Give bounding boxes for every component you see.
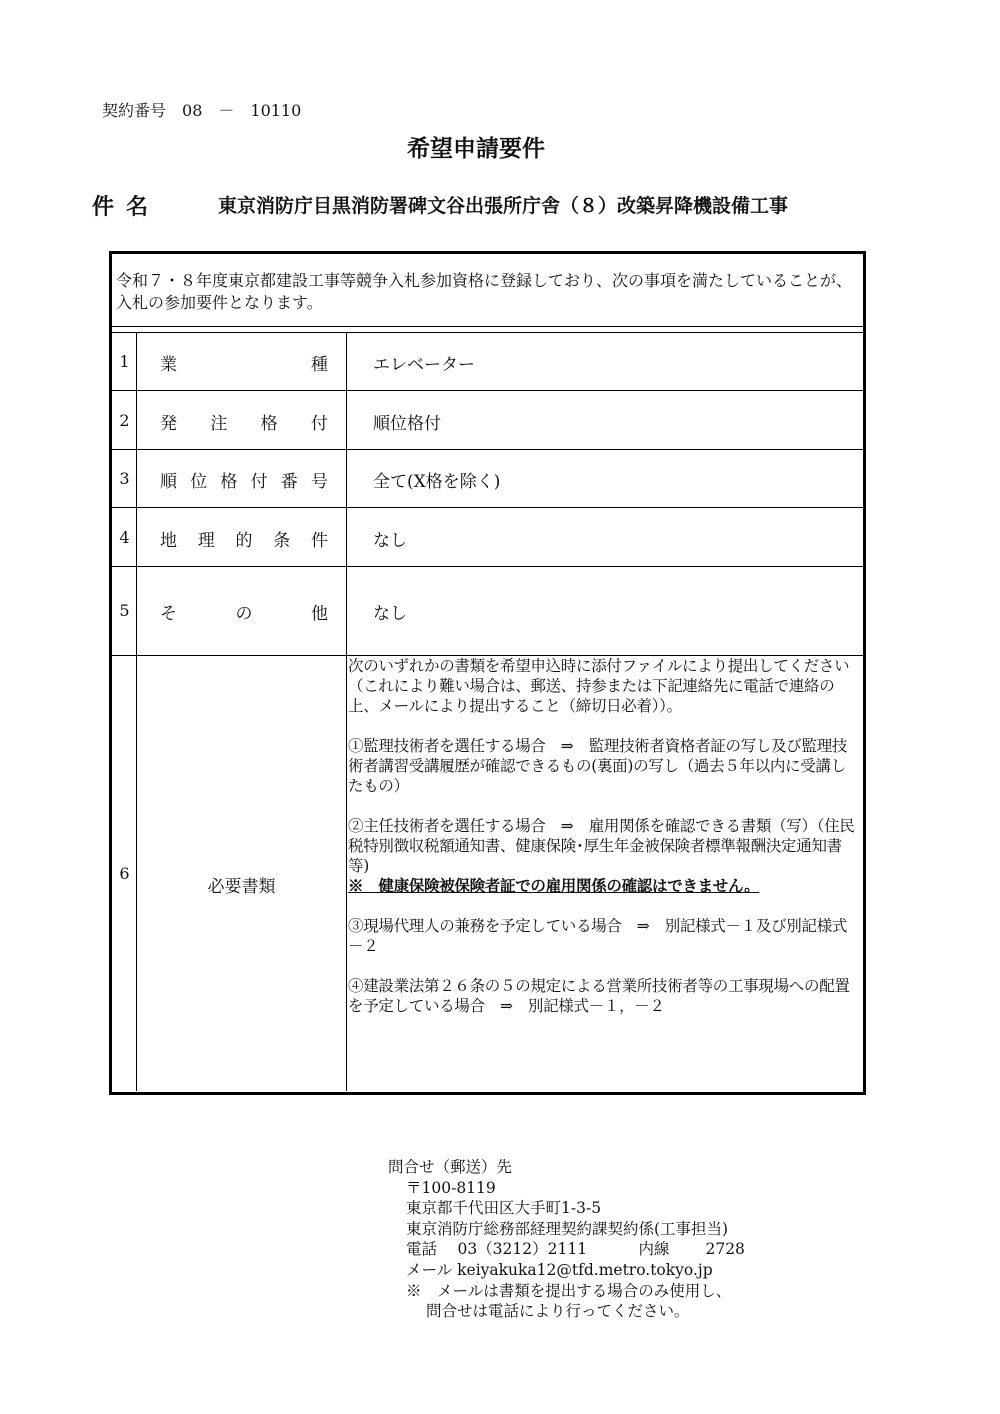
divider: [112, 332, 863, 333]
instructions-paragraph: 次のいずれかの書類を希望申込時に添付ファイルにより提出してください（これにより難い場合は、郵送、持参または下記連絡先に電話で連絡の上、メールにより提出すること（締切日必着））。: [348, 657, 850, 715]
row-label: [160, 599, 328, 624]
row-label: [160, 409, 328, 434]
row-label: 必要書類: [207, 877, 276, 897]
row-value: 全て(X格を除く): [373, 472, 501, 492]
row-value: なし: [373, 604, 407, 624]
label-char: 位: [190, 472, 208, 492]
row-number: 6: [119, 864, 130, 883]
label-char: 付: [250, 472, 268, 492]
row-number: 5: [119, 601, 130, 620]
label-char: 他: [311, 604, 328, 624]
mail-line: [388, 1260, 745, 1281]
label-char: 付: [310, 414, 328, 434]
subject-label: 件名: [92, 194, 161, 220]
divider: [112, 326, 863, 327]
label-char: 理: [197, 531, 215, 551]
label-char: の: [235, 604, 253, 624]
label-char: そ: [160, 604, 177, 624]
divider: [112, 566, 863, 567]
label-char: 格: [220, 472, 238, 492]
label-char: 順: [160, 472, 177, 492]
row-label: [160, 350, 328, 375]
label-char: 条: [273, 531, 291, 551]
contact-block: [388, 1157, 745, 1322]
contact-note: 問合せは電話により行ってください。: [426, 1302, 690, 1321]
site-agent-paragraph: ③現場代理人の兼務を予定している場合 ⇒ 別記様式－１及び別記様式－２: [348, 917, 848, 955]
label-char: 種: [311, 355, 328, 375]
contract-number: 08 － 10110: [182, 101, 302, 120]
required-documents: [348, 656, 860, 1036]
row-label: [160, 467, 328, 492]
extension-number: 2728: [705, 1240, 745, 1259]
contact-note: ※ メールは書類を提出する場合のみ使用し、: [406, 1281, 732, 1300]
address: 東京都千代田区大手町1-3-5: [406, 1199, 602, 1218]
label-char: 業: [160, 355, 177, 375]
row-value: なし: [373, 531, 407, 551]
contract-number-line: [102, 98, 301, 121]
row-label: [160, 526, 328, 551]
divider: [136, 332, 137, 1091]
row-value: 順位格付: [373, 414, 441, 434]
divider: [112, 507, 863, 508]
label-char: 件: [311, 531, 328, 551]
label-char: 地: [160, 531, 177, 551]
row-value: エレベーター: [373, 355, 475, 375]
phone-label: 電話: [406, 1240, 438, 1259]
subject-value: 東京消防庁目黒消防署碑文谷出張所庁舎（８）改築昇降機設備工事: [218, 195, 789, 217]
row-number: 4: [119, 528, 130, 547]
mail-label: メール: [406, 1260, 453, 1279]
mail-address[interactable]: keiyakuka12@tfd.metro.tokyo.jp: [457, 1260, 713, 1279]
row-number: 3: [119, 469, 130, 488]
intro-text: 令和７・８年度東京都建設工事等競争入札参加資格に登録しており、次の事項を満たしていることが、入札の参加要件となります。: [116, 271, 853, 312]
label-char: 発: [160, 414, 177, 434]
divider: [346, 332, 347, 1091]
postal-code: 〒100-8119: [406, 1178, 496, 1197]
divider: [112, 390, 863, 391]
department: 東京消防庁総務部経理契約課契約係(工事担当): [406, 1219, 729, 1238]
phone-number: 03（3212）2111: [457, 1240, 588, 1259]
label-char: 号: [310, 472, 328, 492]
contact-heading: 問合せ（郵送）先: [388, 1158, 513, 1176]
label-char: 番: [280, 472, 298, 492]
label-char: 注: [210, 414, 228, 434]
phone-line: [388, 1239, 745, 1260]
warning-note: ※ 健康保険被保険者証での雇用関係の確認はできません。: [348, 876, 760, 895]
contract-label: 契約番号: [102, 101, 167, 120]
office-engineer-paragraph: ④建設業法第２６条の５の規定による営業所技術者等の工事現場への配置を予定している場合 ⇒ 別記様式－１，－２: [348, 977, 850, 1015]
divider: [112, 449, 863, 450]
page-title: 希望申請要件: [407, 135, 545, 162]
label-char: 的: [235, 531, 253, 551]
row-number: 2: [119, 411, 130, 430]
label-char: 格: [260, 414, 278, 434]
chief-engineer-paragraph: ②主任技術者を選任する場合 ⇒ 雇用関係を確認できる書類（写）（住民税特別徴収税額通知書、健康保険･厚生年金被保険者標準報酬決定通知書等): [348, 817, 855, 875]
supervising-engineer-paragraph: ①監理技術者を選任する場合 ⇒ 監理技術者資格者証の写し及び監理技術者講習受講履歴が確認できるもの(裏面)の写し（過去５年以内に受講したもの）: [348, 737, 848, 795]
extension-label: 内線: [638, 1240, 670, 1259]
row-number: 1: [119, 352, 130, 371]
